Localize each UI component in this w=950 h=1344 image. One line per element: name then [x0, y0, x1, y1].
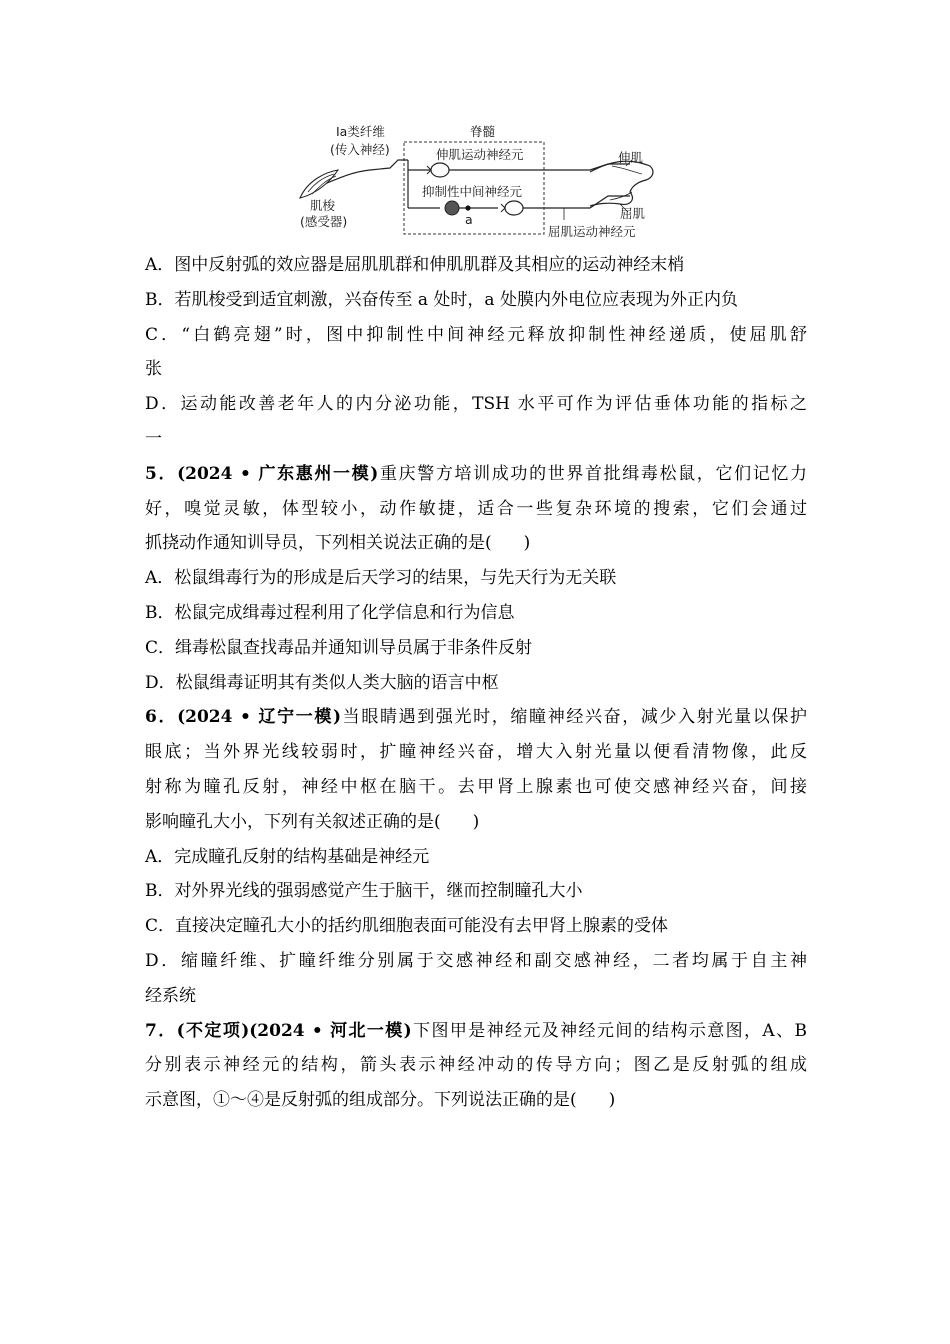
q6-stem-line4 — [145, 805, 807, 840]
flexor-motor-axon — [523, 196, 630, 208]
q6-option-a: A．完成瞳孔反射的结构基础是神经元 — [145, 846, 430, 867]
q4-option-d-line1: D．运动能改善老年人的内分泌功能，TSH 水平可作为评估垂体功能的指标之 — [145, 394, 807, 415]
label-afferent: (传入神经) — [330, 142, 390, 157]
q7-stem-line3 — [145, 1083, 807, 1118]
q6-option-b: B．对外界光线的强弱感觉产生于脑干，继而控制瞳孔大小 — [145, 881, 583, 902]
extensor-motor-axon — [449, 164, 630, 170]
q6-stem-text1: 当眼睛遇到强光时，缩瞳神经兴奋，减少入射光量以保护 — [341, 707, 807, 728]
q5-stem-text3: 抓挠动作通知训导员，下列相关说法正确的是( — [145, 533, 492, 554]
label-extensor: 伸肌 — [618, 150, 644, 165]
q6-stem-line3: 射称为瞳孔反射，神经中枢在脑干。去甲肾上腺素也可使交感神经兴奋，间接 — [145, 776, 807, 797]
label-extensor-motor: 伸肌运动神经元 — [436, 147, 524, 162]
inhibitory-interneuron-body — [445, 201, 459, 215]
question-content — [145, 248, 807, 1118]
q7-stem-line1 — [145, 1014, 807, 1049]
q5-close-paren: ) — [523, 533, 531, 554]
label-flexor: 屈肌 — [620, 206, 646, 221]
q4-option-a: A．图中反射弧的效应器是屈肌肌群和伸肌肌群及其相应的运动神经末梢 — [145, 255, 685, 275]
q6-option-d-line2: 经系统 — [145, 985, 196, 1006]
q7-close-paren: ) — [608, 1090, 616, 1111]
point-a-dot — [465, 205, 470, 210]
q7-number: 7． — [145, 1020, 177, 1041]
q5-source: (2024 • 广东惠州一模) — [177, 463, 379, 484]
reflex-arc-diagram — [290, 120, 660, 245]
label-point-a: a — [465, 212, 473, 227]
q4-option-d-line2: 一 — [145, 428, 162, 449]
q5-number: 5． — [145, 463, 178, 484]
q4-option-c-line2: 张 — [145, 359, 162, 380]
q6-option-d-line1: D．缩瞳纤维、扩瞳纤维分别属于交感神经和副交感神经，二者均属于自主神 — [145, 950, 807, 971]
q6-number: 6． — [145, 707, 178, 728]
q6-stem-line2: 眼底；当外界光线较弱时，扩瞳神经兴奋，增大入射光量以便看清物像，此反 — [145, 742, 807, 763]
q5-option-a: A．松鼠缉毒行为的形成是后天学习的结果，与先天行为无关联 — [145, 568, 617, 589]
flexor-motor-neuron-body — [505, 201, 523, 215]
label-ia-fiber: Ia类纤维 — [336, 124, 385, 139]
q5-stem-text1: 重庆警方培训成功的世界首批缉毒松鼠，它们记忆力 — [378, 463, 807, 484]
q5-stem-line2: 好，嗅觉灵敏，体型较小，动作敏捷，适合一些复杂环境的搜索，它们会通过 — [145, 498, 807, 519]
q7-stem-text1: 下图甲是神经元及神经元间的结构示意图，A、B — [411, 1020, 807, 1041]
q7-stem-line2: 分别表示神经元的结构，箭头表示神经冲动的传导方向；图乙是反射弧的组成 — [145, 1055, 807, 1076]
q6-stem-text4: 影响瞳孔大小，下列有关叙述正确的是( — [145, 811, 441, 832]
q6-option-c: C．直接决定瞳孔大小的括约肌细胞表面可能没有去甲肾上腺素的受体 — [145, 916, 669, 937]
q5-stem-line1 — [145, 457, 807, 492]
q4-option-b: B．若肌梭受到适宜刺激，兴奋传至 a 处时，a 处膜内外电位应表现为外正内负 — [145, 289, 738, 310]
q7-source: (不定项)(2024 • 河北一模) — [176, 1020, 412, 1041]
label-spinal-cord: 脊髓 — [470, 124, 496, 139]
extensor-motor-neuron-body — [431, 163, 449, 177]
q5-stem-line3 — [145, 526, 807, 561]
label-receptor: (感受器) — [300, 214, 348, 229]
label-flexor-motor: 屈肌运动神经元 — [548, 224, 636, 239]
q5-option-d: D．松鼠缉毒证明其有类似人类大脑的语言中枢 — [145, 672, 499, 693]
q6-stem-line1 — [145, 700, 807, 735]
q6-source: (2024 • 辽宁一模) — [177, 707, 342, 728]
q7-stem-text3: 示意图，①～④是反射弧的组成部分。下列说法正确的是( — [145, 1090, 577, 1111]
label-spindle: 肌梭 — [310, 198, 336, 213]
q5-option-c: C．缉毒松鼠查找毒品并通知训导员属于非条件反射 — [145, 637, 533, 658]
q6-close-paren: ) — [472, 811, 480, 832]
q5-option-b: B．松鼠完成缉毒过程利用了化学信息和行为信息 — [145, 602, 515, 623]
q4-option-c-line1: C．“白鹤亮翅”时，图中抑制性中间神经元释放抑制性神经递质，使屈肌舒 — [145, 324, 807, 345]
label-inhibitory-inter: 抑制性中间神经元 — [422, 184, 523, 199]
